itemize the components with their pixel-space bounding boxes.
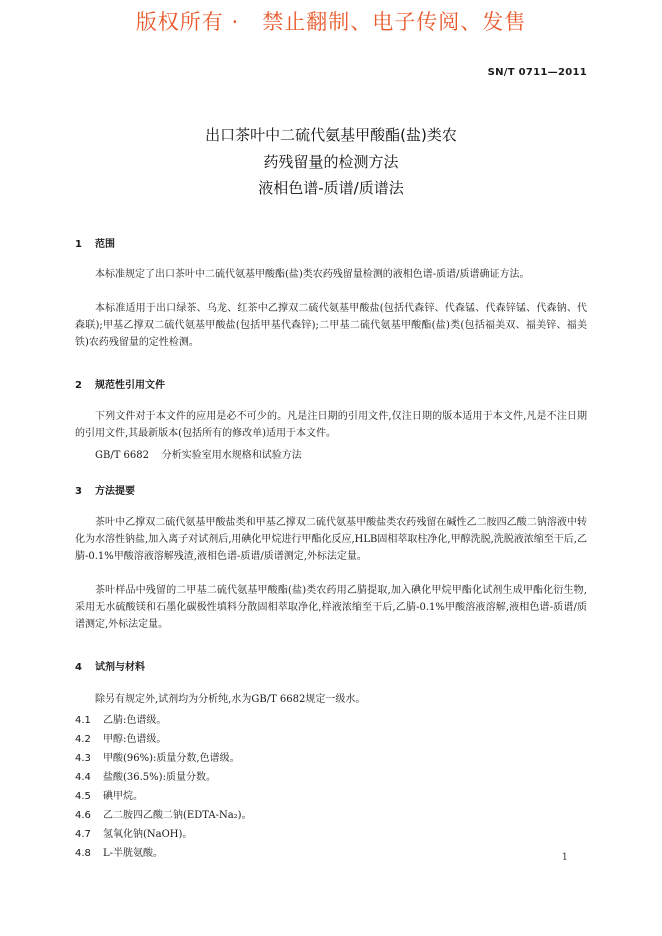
standard-number: SN/T 0711—2011 [487,67,587,78]
section-title: 方法提要 [95,486,135,497]
item-text: 乙腈:色谱级。 [103,715,167,726]
item-number: 4.3 [75,753,91,764]
reagent-item [75,844,163,859]
watermark-banner: 版权所有 · 禁止翻制、电子传阅、发售 [135,10,527,34]
method-paragraph-1: 茶叶中乙撑双二硫代氨基甲酸盐类和甲基乙撑双二硫代氨基甲酸盐类农药残留在碱性乙二胺四乙酸二钠溶液中转化为水溶性钠盐,加入离子对试剂后,用碘化甲烷进行甲酯化反应,HLB固相萃取柱净化,甲醇洗脱,洗脱液浓缩至干后,乙腈-0.1%甲酸溶液溶解残渣,液相色谱-质谱/质谱测定,外标法定量。 [75,517,587,562]
item-number: 4.5 [75,791,91,802]
item-number: 4.8 [75,848,91,859]
item-number: 4.7 [75,829,91,840]
reagent-item [75,768,216,783]
item-text: 乙二胺四乙酸二钠(EDTA-Na₂)。 [103,810,252,821]
reagent-item [75,825,192,840]
document-title-line2: 药残留量的检测方法 [263,153,399,171]
reagent-item [75,806,252,821]
item-number: 4.2 [75,734,91,745]
section-3-heading [75,482,135,497]
item-number: 4.4 [75,772,91,783]
section-4-heading [75,658,145,673]
item-text: 碘甲烷。 [103,791,143,802]
item-text: 甲酸(96%):质量分数,色谱级。 [103,753,240,764]
section-1-heading [75,235,115,250]
scope-paragraph-1: 本标准规定了出口茶叶中二硫代氨基甲酸酯(盐)类农药残留量检测的液相色谱-质谱/质谱确证方法。 [95,269,530,280]
reagent-item [75,749,240,764]
section-title: 试剂与材料 [95,662,145,673]
item-number: 4.6 [75,810,91,821]
reference-gbt-6682: GB/T 6682 分析实验室用水规格和试验方法 [95,450,302,461]
item-text: 盐酸(36.5%):质量分数。 [103,772,216,783]
page-number: 1 [561,852,568,863]
section-number: 2 [75,380,82,391]
section-title: 规范性引用文件 [95,380,165,391]
document-title-line1: 出口茶叶中二硫代氨基甲酸酯(盐)类农 [205,126,457,144]
item-text: 氢氧化钠(NaOH)。 [103,829,193,840]
section-number: 3 [75,486,82,497]
document-title-line3: 液相色谱-质谱/质谱法 [258,179,404,197]
item-text: L-半胱氨酸。 [103,848,164,859]
section-number: 1 [75,239,82,250]
section-title: 范围 [95,239,115,250]
section-number: 4 [75,662,82,673]
reagent-item [75,730,166,745]
scope-paragraph-2: 本标准适用于出口绿茶、乌龙、红茶中乙撑双二硫代氨基甲酸盐(包括代森锌、代森锰、代森锌锰、代森钠、代森联);甲基乙撑双二硫代氨基甲酸盐(包括甲基代森锌);二甲基二硫代氨基甲酸酯(盐)类(包括福美双、福美锌、福美铁)农药残留量的定性检测。 [75,303,587,348]
item-text: 甲醇:色谱级。 [103,734,167,745]
method-paragraph-2: 茶叶样品中残留的二甲基二硫代氨基甲酸酯(盐)类农药用乙腈提取,加入碘化甲烷甲酯化试剂生成甲酯化衍生物,采用无水硫酸镁和石墨化碳极性填料分散固相萃取净化,样液浓缩至干后,乙腈-0.1%甲酸溶液溶解,液相色谱-质谱/质谱测定,外标法定量。 [75,585,587,630]
item-number: 4.1 [75,715,91,726]
references-paragraph: 下列文件对于本文件的应用是必不可少的。凡是注日期的引用文件,仅注日期的版本适用于本文件,凡是不注日期的引用文件,其最新版本(包括所有的修改单)适用于本文件。 [75,411,587,439]
reagent-item [75,711,166,726]
section-2-heading [75,376,165,391]
reagents-intro: 除另有规定外,试剂均为分析纯,水为GB/T 6682规定一级水。 [95,694,366,705]
reagent-item [75,787,143,802]
